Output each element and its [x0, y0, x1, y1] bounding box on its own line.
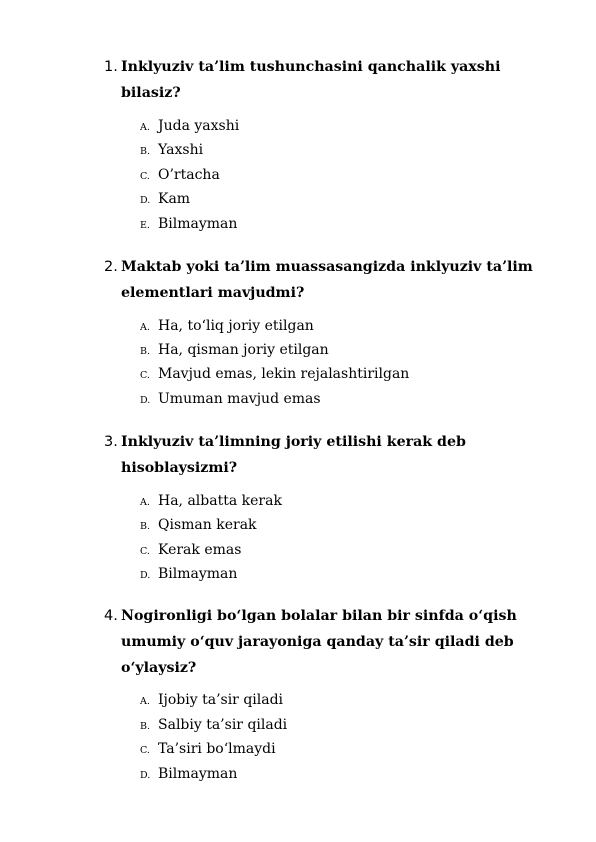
option-text: Ta’siri bo‘lmaydi [158, 741, 276, 757]
option-1b[interactable] [140, 142, 203, 162]
option-letter: E. [140, 220, 150, 231]
option-text: O’rtacha [158, 167, 220, 183]
option-text: Kam [158, 191, 191, 207]
option-1e[interactable] [140, 216, 237, 236]
question-3 [104, 429, 544, 481]
option-1c[interactable] [140, 167, 220, 187]
option-3b[interactable] [140, 517, 257, 537]
option-4a[interactable] [140, 692, 283, 712]
question-4 [104, 603, 544, 681]
question-2 [104, 254, 544, 306]
option-3c[interactable] [140, 542, 241, 562]
option-1d[interactable] [140, 191, 190, 211]
option-text: Yaxshi [158, 142, 204, 158]
option-letter: D. [140, 570, 151, 581]
option-text: Ha, qisman joriy etilgan [158, 342, 329, 358]
question-number: 1. [104, 59, 118, 75]
option-text: Bilmayman [158, 216, 238, 232]
question-text: Inklyuziv ta’limning joriy etilishi kerak deb hisoblaysizmi? [121, 434, 466, 476]
option-letter: A. [140, 696, 150, 707]
option-text: Salbiy ta’sir qiladi [158, 717, 288, 733]
option-letter: B. [140, 521, 151, 532]
option-2b[interactable] [140, 342, 329, 362]
option-4d[interactable] [140, 766, 237, 786]
question-1 [104, 54, 544, 106]
option-text: Bilmayman [158, 566, 238, 582]
option-letter: A. [140, 322, 150, 333]
option-4c[interactable] [140, 741, 276, 761]
question-number: 2. [104, 259, 118, 275]
option-letter: C. [140, 171, 150, 182]
option-letter: C. [140, 370, 150, 381]
question-number: 4. [104, 608, 118, 624]
question-text: Nogironligi bo‘lgan bolalar bilan bir sinfda o‘qish umumiy o‘quv jarayoniga qanday ta’sir qiladi deb o‘ylaysiz? [121, 608, 517, 676]
option-text: Ha, to‘liq joriy etilgan [158, 318, 314, 334]
option-letter: A. [140, 497, 150, 508]
question-text: Maktab yoki ta’lim muassasangizda inklyuziv ta’lim elementlari mavjudmi? [121, 259, 533, 301]
option-text: Ha, albatta kerak [158, 493, 282, 509]
option-letter: C. [140, 546, 150, 557]
option-letter: D. [140, 395, 151, 406]
question-number: 3. [104, 434, 118, 450]
option-text: Ijobiy ta’sir qiladi [158, 692, 284, 708]
option-text: Kerak emas [158, 542, 242, 558]
option-letter: B. [140, 721, 151, 732]
option-2c[interactable] [140, 366, 409, 386]
question-text: Inklyuziv ta’lim tushunchasini qanchalik yaxshi bilasiz? [121, 59, 501, 101]
option-text: Qisman kerak [158, 517, 257, 533]
option-letter: D. [140, 770, 151, 781]
option-letter: B. [140, 346, 151, 357]
option-text: Mavjud emas, lekin rejalashtirilgan [158, 366, 410, 382]
option-2a[interactable] [140, 318, 314, 338]
option-letter: B. [140, 146, 151, 157]
option-letter: C. [140, 745, 150, 756]
option-1a[interactable] [140, 118, 239, 138]
option-letter: D. [140, 195, 151, 206]
option-text: Bilmayman [158, 766, 238, 782]
option-text: Umuman mavjud emas [158, 391, 321, 407]
option-letter: A. [140, 122, 150, 133]
option-3a[interactable] [140, 493, 282, 513]
option-3d[interactable] [140, 566, 237, 586]
option-2d[interactable] [140, 391, 321, 411]
option-4b[interactable] [140, 717, 287, 737]
option-text: Juda yaxshi [158, 118, 240, 134]
